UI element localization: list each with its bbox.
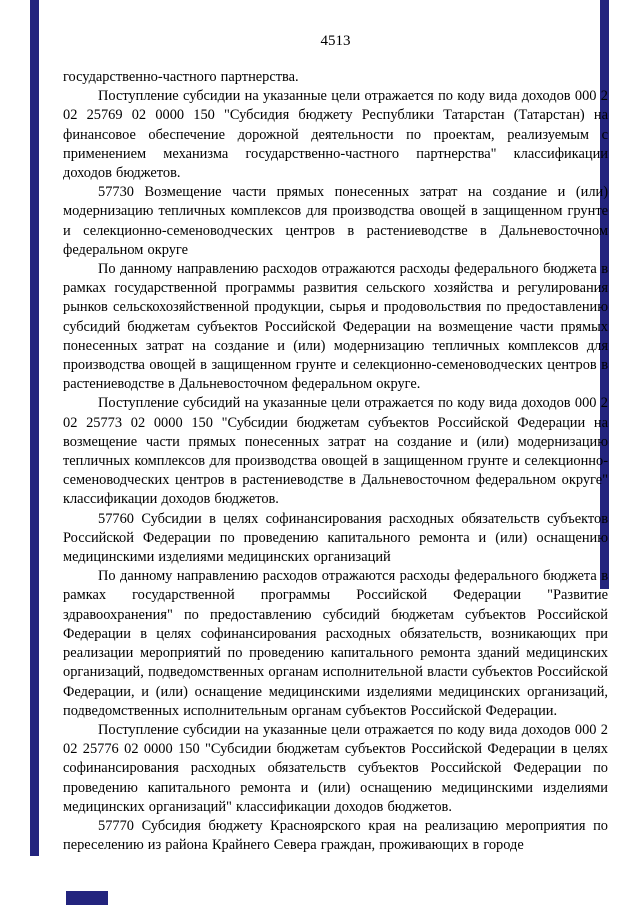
paragraph-continuation: государственно-частного партнерства. xyxy=(63,69,299,85)
paragraph-body: Поступление субсидии на указанные цели отражается по коду вида доходов 000 2 02 25776 02 0000 150 "Субсидии бюджетам субъектов Российской Федерации в целях софинансирования расходных обязательств субъектов Российской Федерации по проведению капитального ремонта и (или) оснащению медицинскими изделиями медицинских организаций" классификации доходов бюджетов. xyxy=(63,721,608,815)
paragraph-body: По данному направлению расходов отражаются расходы федерального бюджета в рамках государственной программы Российской Федерации "Развитие здравоохранения" по предоставлению субсидий бюджетам субъектов Российской Федерации в целях софинансирования расходных обязательств, возникающих при реализации мероприятий по проведению капитального ремонта зданий медицинских организаций, подведомственных органам исполнительной власти субъектов Российской Федерации, и (или) оснащение медицинскими изделиями медицинских организаций, подведомственных исполнительным органам субъектов Российской Федерации. xyxy=(63,568,608,719)
paragraph-body: Поступление субсидии на указанные цели отражается по коду вида доходов 000 2 02 25769 02 0000 150 "Субсидия бюджету Республики Татарстан (Татарстан) на финансовое обеспечение дорожной деятельности по проектам, реализуемым с применением механизма государственно-частного партнерства" классификации доходов бюджетов. xyxy=(63,88,608,182)
scan-artifact-mark-bottom xyxy=(66,891,108,905)
paragraph-body: Поступление субсидий на указанные цели отражается по коду вида доходов 000 2 02 25773 02 0000 150 "Субсидии бюджетам субъектов Российской Федерации на возмещение части прямых понесенных затрат на создание и (или) модернизацию тепличных комплексов для производства овощей в защищенном грунте и селекционно-семеноводческих центров в растениеводстве в Дальневосточном федеральном округе" классификации доходов бюджетов. xyxy=(63,395,608,508)
paragraph-section-57760: 57760 Субсидии в целях софинансирования расходных обязательств субъектов Российской Федерации по проведению капитального ремонта и (или) оснащению медицинскими изделиями медицинских организаций xyxy=(63,510,608,566)
paragraph-body: По данному направлению расходов отражаются расходы федерального бюджета в рамках государственной программы развития сельского хозяйства и регулирования рынков сельскохозяйственной продукции, сырья и продовольствия по предоставлению субсидий бюджетам субъектов Российской Федерации на возмещение части прямых понесенных затрат на создание и (или) модернизацию тепличных комплексов для производства овощей в защищенном грунте и селекционно-семеноводческих центров в растениеводстве в Дальневосточном федеральном округе. xyxy=(63,261,608,393)
paragraph-section-57770: 57770 Субсидия бюджету Красноярского края на реализацию мероприятия по переселению из района Крайнего Севера граждан, проживающих в городе xyxy=(63,817,608,854)
scan-artifact-bar-left xyxy=(30,0,39,856)
page-content xyxy=(63,32,608,855)
paragraph-section-57730: 57730 Возмещение части прямых понесенных затрат на создание и (или) модернизацию тепличных комплексов для производства овощей в защищенном грунте и селекционно-семеноводческих центров в растениеводстве в Дальневосточном федеральном округе xyxy=(63,184,608,258)
page-number: 4513 xyxy=(320,33,351,49)
